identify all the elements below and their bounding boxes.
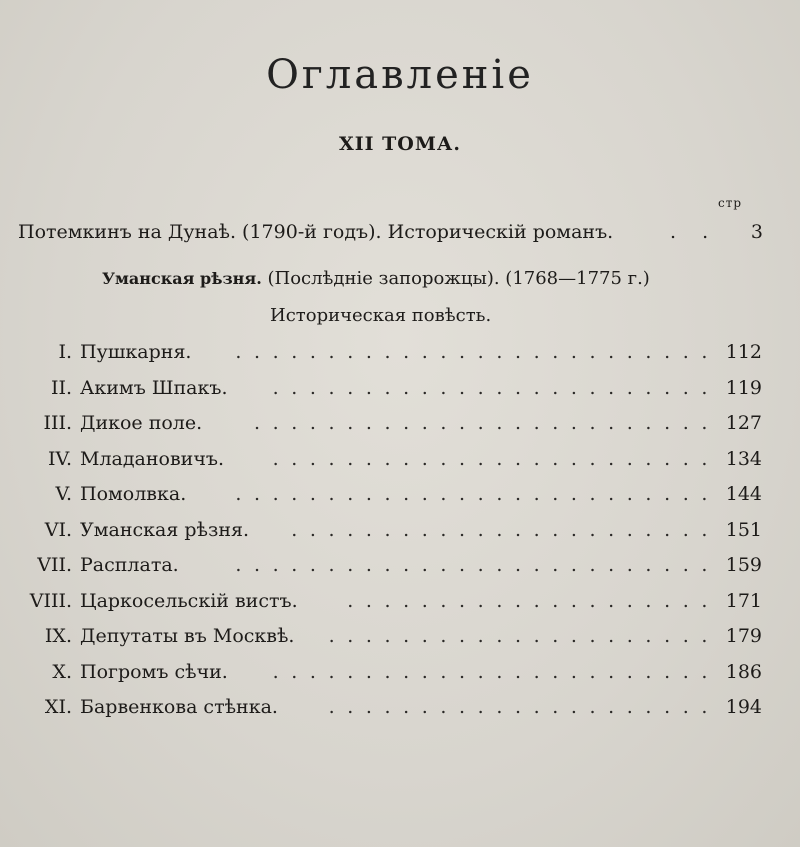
dot-leader: .......................... xyxy=(235,554,720,576)
chapter-row xyxy=(0,519,800,555)
chapter-number: I. xyxy=(58,341,72,363)
chapter-row xyxy=(0,625,800,661)
toc-entry-potemkin xyxy=(18,221,763,243)
toc-entry-subtitle: Историческая повѣсть. xyxy=(270,305,492,326)
toc-entry-page: 3 xyxy=(750,221,763,243)
chapter-row xyxy=(0,590,800,626)
dot-leader: . . xyxy=(670,221,719,243)
chapter-page: 119 xyxy=(725,376,762,399)
dot-leader: ........................ xyxy=(272,376,720,399)
chapter-title: Расплата. xyxy=(80,554,179,576)
chapter-page: 112 xyxy=(725,341,762,363)
toc-entry-title: Потемкинъ на Дунаѣ. (1790-й годъ). Историческій романъ. xyxy=(18,221,614,243)
page-title: Оглавленіе xyxy=(266,52,534,98)
dot-leader: .......................... xyxy=(235,483,720,505)
chapter-row xyxy=(0,341,800,377)
dot-leader: ..................... xyxy=(328,625,720,647)
chapter-title: Акимъ Шпакъ. xyxy=(80,376,228,399)
chapter-page: 171 xyxy=(725,589,762,612)
chapter-page: 151 xyxy=(725,518,762,541)
chapter-title: Депутаты въ Москвѣ. xyxy=(80,625,295,647)
dot-leader: ........................ xyxy=(272,660,720,683)
toc-entry-uman xyxy=(102,268,650,289)
chapter-row xyxy=(0,377,800,413)
chapter-number: VI. xyxy=(44,518,72,541)
chapter-number: VIII. xyxy=(29,589,72,612)
chapter-title: Помолвка. xyxy=(80,483,187,505)
chapter-page: 144 xyxy=(725,483,762,505)
chapter-number: XI. xyxy=(44,696,72,718)
chapter-row xyxy=(0,696,800,732)
page-column-label: стр xyxy=(718,196,743,210)
chapter-page: 134 xyxy=(725,447,762,470)
dot-leader: ....................... xyxy=(291,518,720,541)
chapter-number: IX. xyxy=(44,625,72,647)
chapter-title: Уманская рѣзня. xyxy=(80,518,250,541)
dot-leader: ......................... xyxy=(254,412,720,434)
volume-subtitle: XII ТОМА. xyxy=(339,133,461,155)
chapter-row xyxy=(0,554,800,590)
chapter-number: IV. xyxy=(48,447,72,470)
dot-leader: .......................... xyxy=(235,341,720,363)
chapter-row xyxy=(0,483,800,519)
chapter-list xyxy=(0,341,800,732)
chapter-page: 159 xyxy=(725,554,762,576)
chapter-row xyxy=(0,412,800,448)
chapter-page: 127 xyxy=(725,412,762,434)
chapter-title: Барвенкова стѣнка. xyxy=(80,696,278,718)
dot-leader: .................... xyxy=(347,589,720,612)
chapter-title: Погромъ сѣчи. xyxy=(80,660,228,683)
chapter-row xyxy=(0,661,800,697)
chapter-title: Царкосельскій вистъ. xyxy=(80,589,298,612)
chapter-title: Дикое поле. xyxy=(80,412,203,434)
chapter-page: 179 xyxy=(725,625,762,647)
chapter-number: V. xyxy=(55,483,72,505)
dot-leader: ........................ xyxy=(272,447,720,470)
chapter-title: Младановичъ. xyxy=(80,447,225,470)
toc-entry-title-bold: Уманская рѣзня. xyxy=(102,269,262,288)
toc-entry-title-rest: (Послѣдніе запорожцы). (1768—1775 г.) xyxy=(261,268,650,289)
chapter-page: 194 xyxy=(725,696,762,718)
chapter-number: II. xyxy=(50,376,72,399)
chapter-page: 186 xyxy=(725,660,762,683)
chapter-title: Пушкарня. xyxy=(80,341,192,363)
chapter-number: VII. xyxy=(37,554,72,576)
chapter-number: X. xyxy=(52,660,72,683)
chapter-row xyxy=(0,448,800,484)
chapter-number: III. xyxy=(43,412,72,434)
dot-leader: ..................... xyxy=(328,696,720,718)
